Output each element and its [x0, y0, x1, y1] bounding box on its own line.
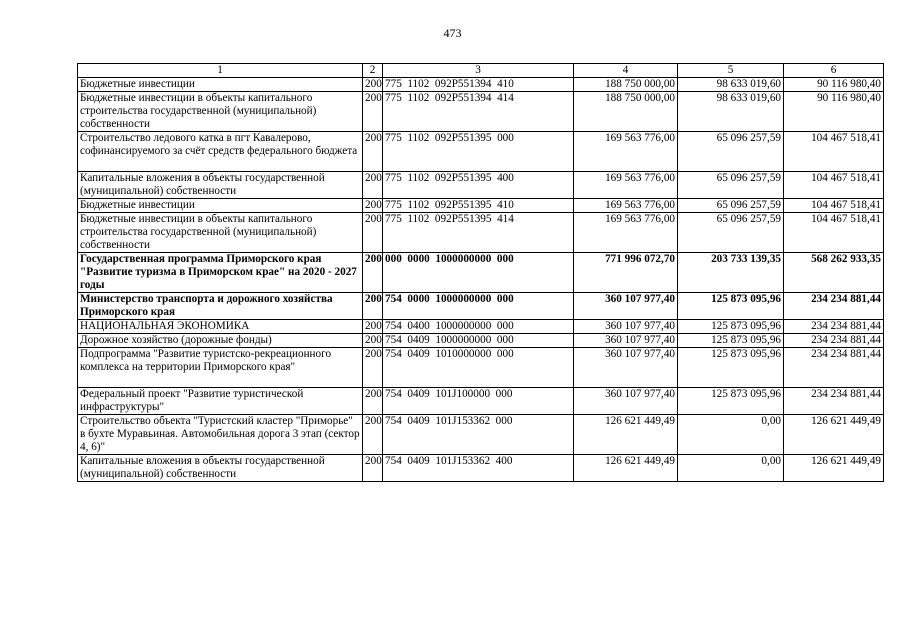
row-column2-cell: 200 [363, 334, 383, 348]
table-row [78, 455, 884, 482]
row-amount-cell: 98 633 019,60 [678, 92, 784, 132]
row-amount-cell: 65 096 257,59 [678, 199, 784, 213]
row-code-cell: 775 1102 092P551394 410 [383, 78, 574, 92]
table-row [78, 213, 884, 253]
row-amount-cell: 0,00 [678, 455, 784, 482]
row-column2-cell: 200 [363, 455, 383, 482]
row-amount-cell: 104 467 518,41 [784, 172, 884, 199]
row-amount-cell: 771 996 072,70 [574, 253, 678, 293]
row-code-cell: 754 0409 1010000000 000 [383, 348, 574, 388]
row-amount-cell: 234 234 881,44 [784, 334, 884, 348]
row-name-cell: Капитальные вложения в объекты государственной (муниципальной) собственности [78, 172, 363, 199]
column-header-3: 3 [383, 64, 574, 78]
row-name-cell: Бюджетные инвестиции в объекты капитального строительства государственной (муниципальной) собственности [78, 92, 363, 132]
row-amount-cell: 234 234 881,44 [784, 320, 884, 334]
row-code-cell: 754 0000 1000000000 000 [383, 293, 574, 320]
table-row [78, 199, 884, 213]
row-amount-cell: 234 234 881,44 [784, 388, 884, 415]
row-column2-cell: 200 [363, 199, 383, 213]
row-amount-cell: 104 467 518,41 [784, 132, 884, 172]
row-name-cell: Государственная программа Приморского края "Развитие туризма в Приморском крае" на 2020 - 2027 годы [78, 253, 363, 293]
budget-table [77, 63, 884, 482]
column-header-4: 4 [574, 64, 678, 78]
row-amount-cell: 104 467 518,41 [784, 199, 884, 213]
column-header-6: 6 [784, 64, 884, 78]
row-code-cell: 775 1102 092P551394 414 [383, 92, 574, 132]
row-amount-cell: 65 096 257,59 [678, 213, 784, 253]
row-amount-cell: 169 563 776,00 [574, 132, 678, 172]
row-amount-cell: 126 621 449,49 [784, 455, 884, 482]
row-code-cell: 775 1102 092P551395 000 [383, 132, 574, 172]
row-name-cell: Бюджетные инвестиции [78, 199, 363, 213]
row-amount-cell: 125 873 095,96 [678, 293, 784, 320]
table-row [78, 320, 884, 334]
row-amount-cell: 360 107 977,40 [574, 293, 678, 320]
row-amount-cell: 360 107 977,40 [574, 348, 678, 388]
row-amount-cell: 126 621 449,49 [574, 415, 678, 455]
table-row [78, 78, 884, 92]
row-amount-cell: 188 750 000,00 [574, 78, 678, 92]
row-code-cell: 754 0409 101J153362 400 [383, 455, 574, 482]
row-amount-cell: 126 621 449,49 [784, 415, 884, 455]
row-name-cell: Строительство объекта "Туристский кластер "Приморье" в бухте Муравьиная. Автомобильная дорога 3 этап (сектор 4, 6)" [78, 415, 363, 455]
row-amount-cell: 125 873 095,96 [678, 334, 784, 348]
row-name-cell: Дорожное хозяйство (дорожные фонды) [78, 334, 363, 348]
row-amount-cell: 169 563 776,00 [574, 213, 678, 253]
row-amount-cell: 125 873 095,96 [678, 320, 784, 334]
column-header-2: 2 [363, 64, 383, 78]
page-number: 473 [443, 26, 462, 40]
row-column2-cell: 200 [363, 92, 383, 132]
row-code-cell: 754 0409 101J100000 000 [383, 388, 574, 415]
row-column2-cell: 200 [363, 415, 383, 455]
row-code-cell: 775 1102 092P551395 400 [383, 172, 574, 199]
row-amount-cell: 90 116 980,40 [784, 92, 884, 132]
row-name-cell: Министерство транспорта и дорожного хозяйства Приморского края [78, 293, 363, 320]
table-row [78, 92, 884, 132]
table-row [78, 415, 884, 455]
row-name-cell: Подпрограмма "Развитие туристско-рекреационного комплекса на территории Приморского края" [78, 348, 363, 388]
table-row [78, 334, 884, 348]
row-amount-cell: 125 873 095,96 [678, 388, 784, 415]
row-amount-cell: 188 750 000,00 [574, 92, 678, 132]
row-code-cell: 775 1102 092P551395 414 [383, 213, 574, 253]
table-row [78, 388, 884, 415]
row-column2-cell: 200 [363, 132, 383, 172]
row-code-cell: 754 0400 1000000000 000 [383, 320, 574, 334]
row-column2-cell: 200 [363, 78, 383, 92]
row-name-cell: Федеральный проект "Развитие туристической инфраструктуры" [78, 388, 363, 415]
row-amount-cell: 65 096 257,59 [678, 132, 784, 172]
table-row [78, 132, 884, 172]
row-amount-cell: 234 234 881,44 [784, 293, 884, 320]
row-column2-cell: 200 [363, 348, 383, 388]
row-amount-cell: 90 116 980,40 [784, 78, 884, 92]
row-code-cell: 775 1102 092P551395 410 [383, 199, 574, 213]
row-amount-cell: 360 107 977,40 [574, 334, 678, 348]
header-row [78, 64, 884, 78]
row-amount-cell: 125 873 095,96 [678, 348, 784, 388]
row-code-cell: 754 0409 101J153362 000 [383, 415, 574, 455]
row-amount-cell: 169 563 776,00 [574, 199, 678, 213]
row-code-cell: 000 0000 1000000000 000 [383, 253, 574, 293]
row-column2-cell: 200 [363, 293, 383, 320]
row-column2-cell: 200 [363, 213, 383, 253]
row-amount-cell: 568 262 933,35 [784, 253, 884, 293]
table-header [78, 64, 884, 78]
row-name-cell: Бюджетные инвестиции [78, 78, 363, 92]
row-amount-cell: 98 633 019,60 [678, 78, 784, 92]
row-column2-cell: 200 [363, 253, 383, 293]
row-amount-cell: 65 096 257,59 [678, 172, 784, 199]
row-amount-cell: 203 733 139,35 [678, 253, 784, 293]
table-row [78, 253, 884, 293]
row-amount-cell: 104 467 518,41 [784, 213, 884, 253]
row-amount-cell: 234 234 881,44 [784, 348, 884, 388]
column-header-5: 5 [678, 64, 784, 78]
table-row [78, 293, 884, 320]
table-row [78, 348, 884, 388]
row-column2-cell: 200 [363, 320, 383, 334]
row-name-cell: НАЦИОНАЛЬНАЯ ЭКОНОМИКА [78, 320, 363, 334]
row-amount-cell: 169 563 776,00 [574, 172, 678, 199]
row-amount-cell: 126 621 449,49 [574, 455, 678, 482]
row-column2-cell: 200 [363, 172, 383, 199]
row-name-cell: Капитальные вложения в объекты государственной (муниципальной) собственности [78, 455, 363, 482]
row-amount-cell: 0,00 [678, 415, 784, 455]
row-amount-cell: 360 107 977,40 [574, 388, 678, 415]
table-row [78, 172, 884, 199]
row-amount-cell: 360 107 977,40 [574, 320, 678, 334]
table-body [78, 78, 884, 482]
row-code-cell: 754 0409 1000000000 000 [383, 334, 574, 348]
row-column2-cell: 200 [363, 388, 383, 415]
row-name-cell: Строительство ледового катка в пгт Кавалерово, софинансируемого за счёт средств федерального бюджета [78, 132, 363, 172]
row-name-cell: Бюджетные инвестиции в объекты капитального строительства государственной (муниципальной) собственности [78, 213, 363, 253]
column-header-1: 1 [78, 64, 363, 78]
